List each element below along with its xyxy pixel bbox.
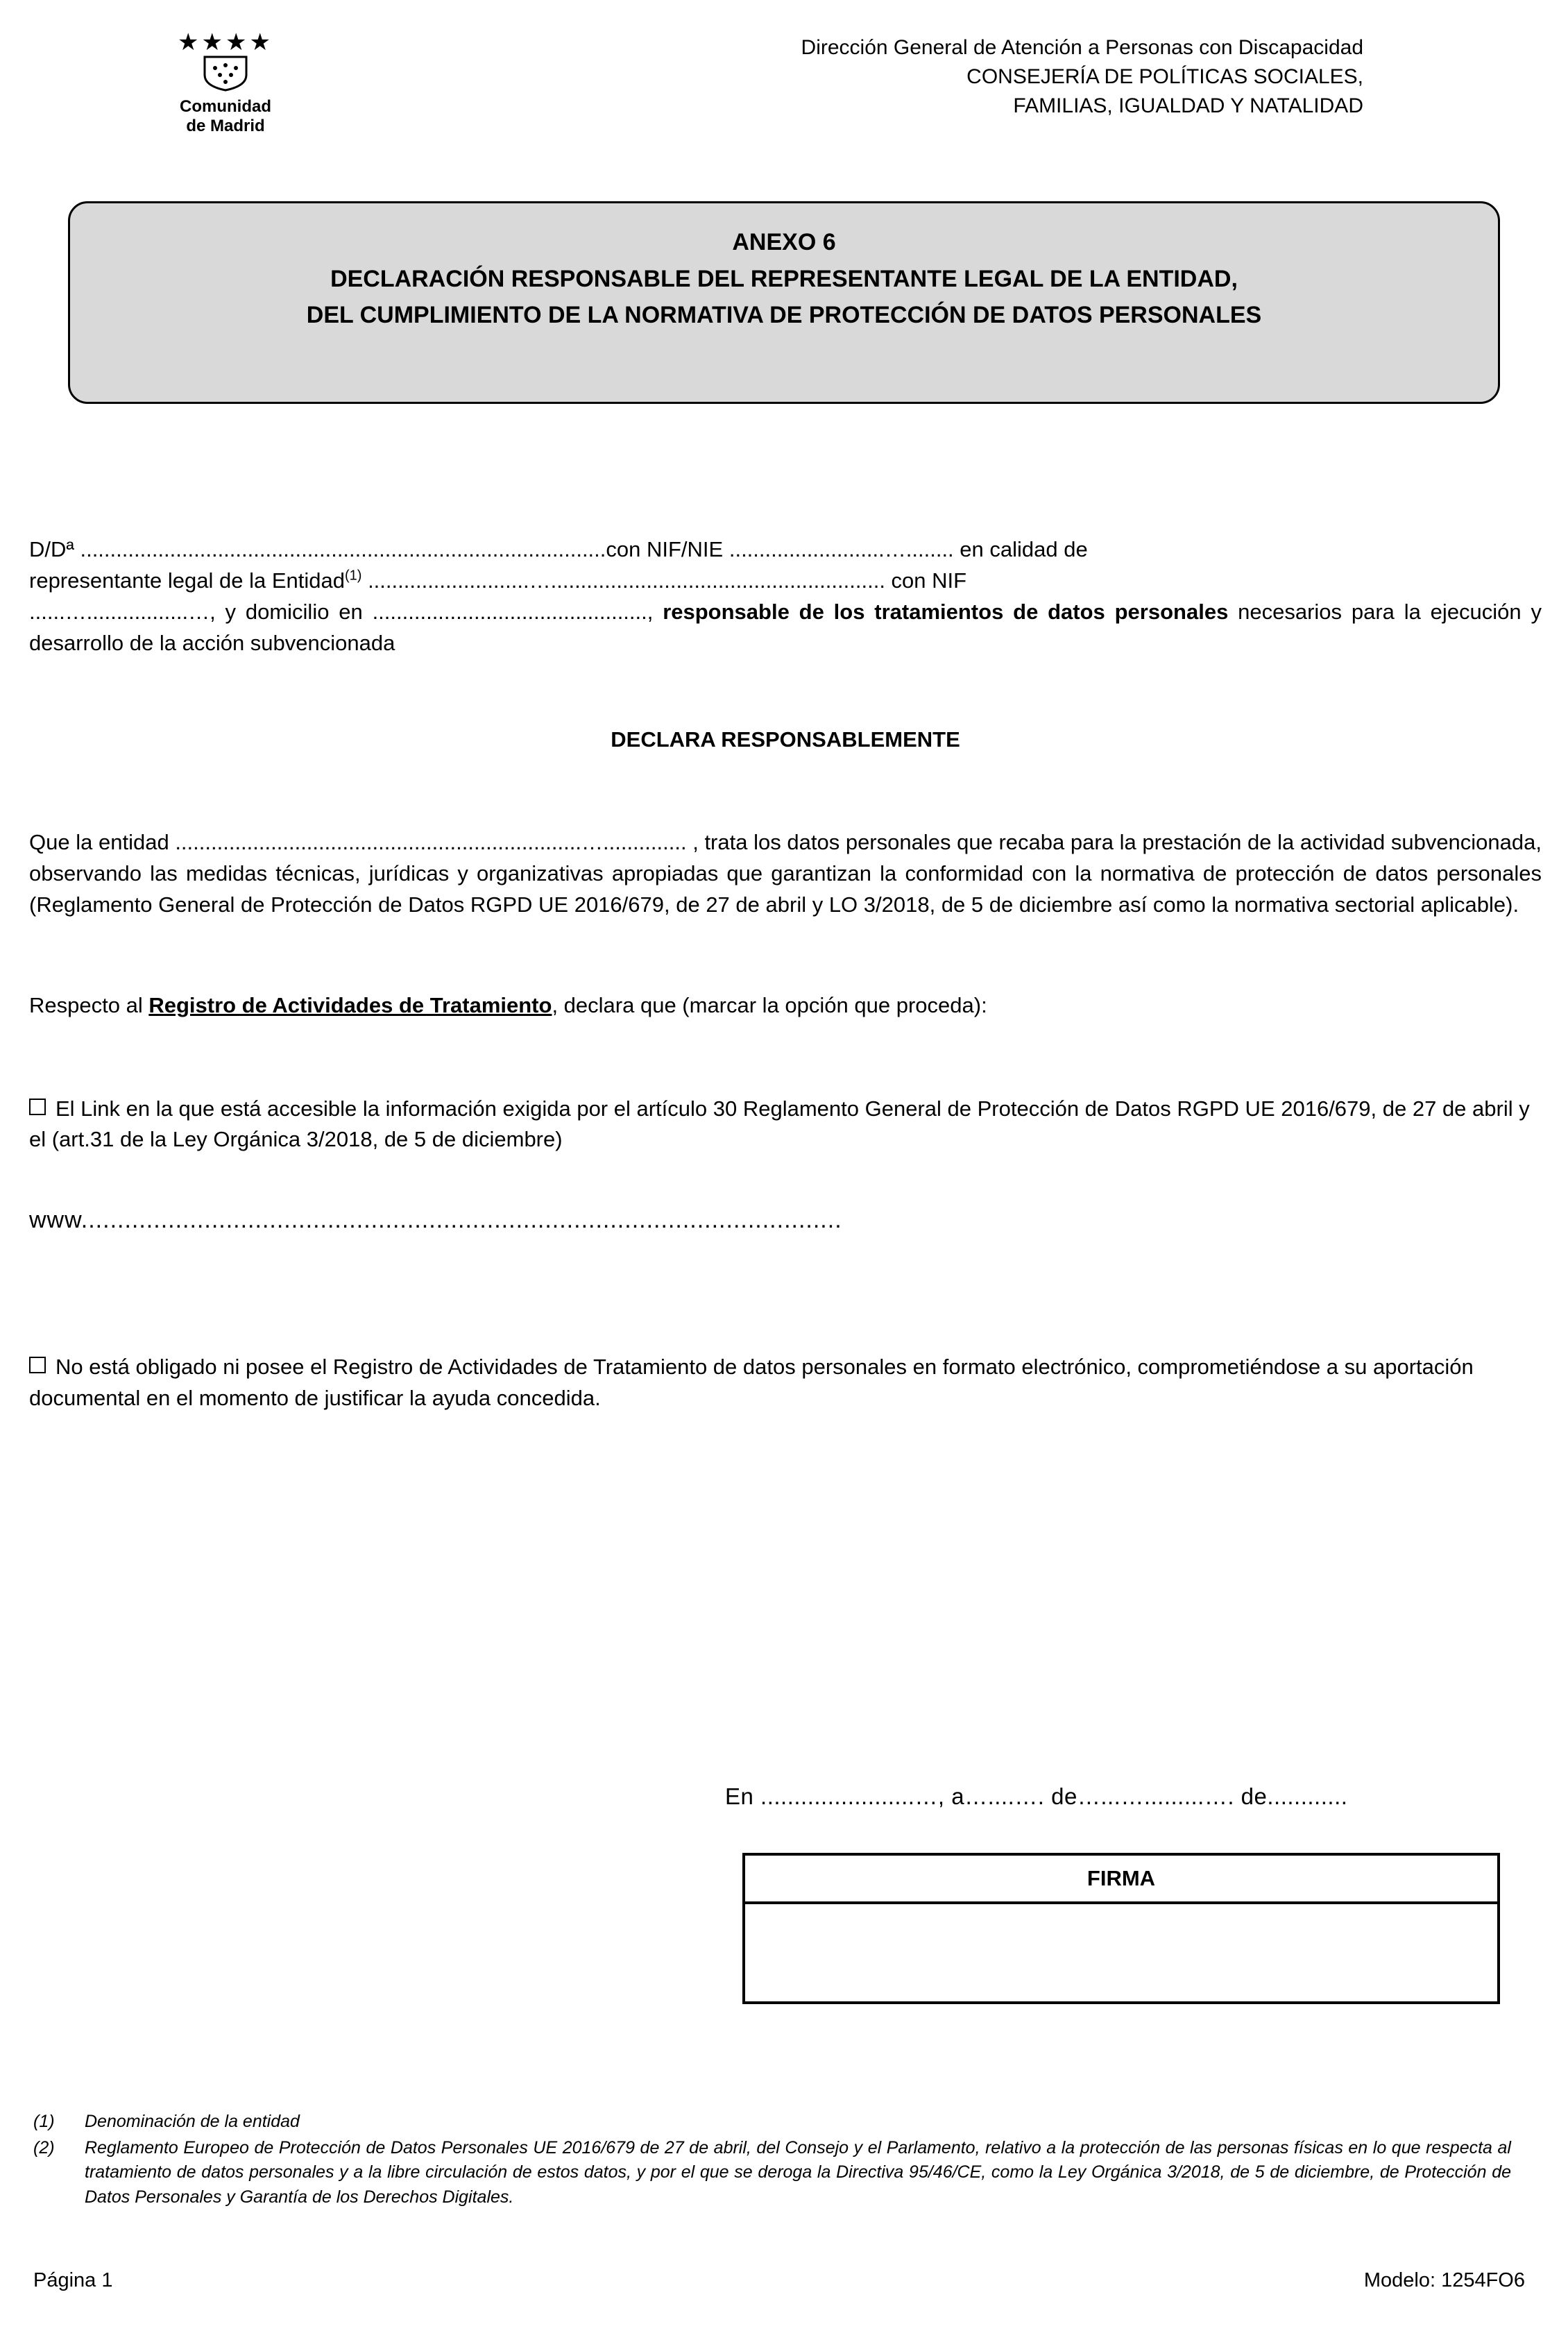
comunidad-de-madrid-logo (142, 31, 309, 137)
signature-box (742, 1853, 1500, 2004)
footnote-item (33, 2110, 1511, 2135)
intro-segment-3: representante legal de la Entidad (29, 568, 345, 593)
signature-label: FIRMA (745, 1856, 1497, 1904)
intro-segment-1: D/Dª ........................................................................................ (29, 537, 606, 561)
registry-intro-paragraph (29, 990, 1542, 1021)
option-link-label: El Link en la que está accesible la información exigida por el artículo 30 Reglamento General de Protección de Datos RGPD UE 2016/679, de 27 de abril y el (art.31 de la Ley Orgánica 3/2018, de 5 de diciembre) (29, 1096, 1530, 1152)
declarant-intro-paragraph (29, 534, 1542, 659)
intro-segment-5: ......….................…, y domicilio en .............................................., (29, 599, 663, 624)
shield-icon (201, 56, 250, 92)
footnote-item (33, 2136, 1511, 2210)
title-line-1: DECLARACIÓN RESPONSABLE DEL REPRESENTANTE LEGAL DE LA ENTIDAD, (330, 265, 1238, 292)
respecto-post: , declara que (marcar la opción que proceda): (552, 992, 987, 1017)
issuing-authority (801, 33, 1363, 121)
intro-segment-7: necesarios para la ejecución y desarrollo de la acción subvencionada (29, 599, 1542, 655)
intro-segment-6: responsable de los tratamientos de datos personales (663, 599, 1229, 624)
document-body (29, 534, 1542, 1436)
respecto-emphasis: Registro de Actividades de Tratamiento (148, 992, 552, 1017)
footnote-ref-1: (1) (345, 568, 362, 584)
option-not-obliged-row[interactable] (29, 1352, 1542, 1414)
website-input-line[interactable]: www......................................................................................................... (29, 1207, 842, 1234)
authority-line-2: CONSEJERÍA DE POLÍTICAS SOCIALES, (966, 65, 1363, 88)
document-title-box (68, 201, 1500, 404)
page-number: Página 1 (33, 2269, 113, 2291)
footnote-text: Reglamento Europeo de Protección de Datos Personales UE 2016/679 de 27 de abril, del Consejo y el Parlamento, relativo a la protección de las personas físicas en lo que respecta al tratamiento de datos personales y a la libre circulación de estos datos, y por el que se deroga la Directiva 95/46/CE, como la Ley Orgánica 3/2018, de 5 de diciembre, de Protección de Datos Personales y Garantía de los Derechos Digitales. (85, 2137, 1511, 2207)
signature-field[interactable] (745, 1904, 1497, 2001)
option-not-obliged-label: No está obligado ni posee el Registro de Actividades de Tratamiento de datos personales en formato electrónico, comprometiéndose a su aportación documental en el momento de justificar la ayuda concedida. (29, 1355, 1474, 1411)
intro-segment-2: con NIF/NIE ..........................…........ en calidad de (606, 537, 1088, 561)
intro-segment-4: ...........................…........................................................ con NIF (361, 568, 967, 593)
checkbox-option-link[interactable] (29, 1099, 46, 1115)
form-model-code: Modelo: 1254FO6 (1363, 2269, 1525, 2291)
logo-text-line2: de Madrid (186, 117, 265, 136)
document-header (0, 24, 1568, 183)
date-line[interactable]: En .......................…, a…....…. de…...….........…. de............ (725, 1783, 1348, 1809)
page-footer (33, 2269, 1525, 2292)
title-line-2: DEL CUMPLIMIENTO DE LA NORMATIVA DE PROTECCIÓN DE DATOS PERSONALES (306, 302, 1262, 329)
declara-heading: DECLARA RESPONSABLEMENTE (611, 727, 960, 752)
annex-number: ANEXO 6 (732, 229, 836, 255)
authority-line-1: Dirección General de Atención a Personas con Discapacidad (801, 36, 1363, 59)
respecto-pre: Respecto al (29, 992, 149, 1017)
logo-text-line1: Comunidad (180, 97, 271, 116)
option-link-row[interactable] (29, 1094, 1542, 1156)
footnotes (33, 2110, 1511, 2211)
entity-declaration-paragraph: Que la entidad ....................................................................….............. , trata los datos personales que recaba para la prestación de la actividad subvencionada, observando las medidas técnicas, jurídicas y organizativas apropiadas que garantizan la conformidad con la normativa de protección de datos personales (Reglamento General de Protección de Datos RGPD UE 2016/679, de 27 de abril y LO 3/2018, de 5 de diciembre así como la normativa sectorial aplicable). (29, 829, 1542, 917)
footnote-number: (1) (33, 2112, 55, 2131)
checkbox-option-not-obliged[interactable] (29, 1357, 46, 1373)
footnote-text: Denominación de la entidad (85, 2112, 300, 2131)
authority-line-3: FAMILIAS, IGUALDAD Y NATALIDAD (1013, 94, 1363, 117)
stars-icon: ★★★★ (178, 29, 273, 56)
footnote-number: (2) (33, 2137, 55, 2157)
